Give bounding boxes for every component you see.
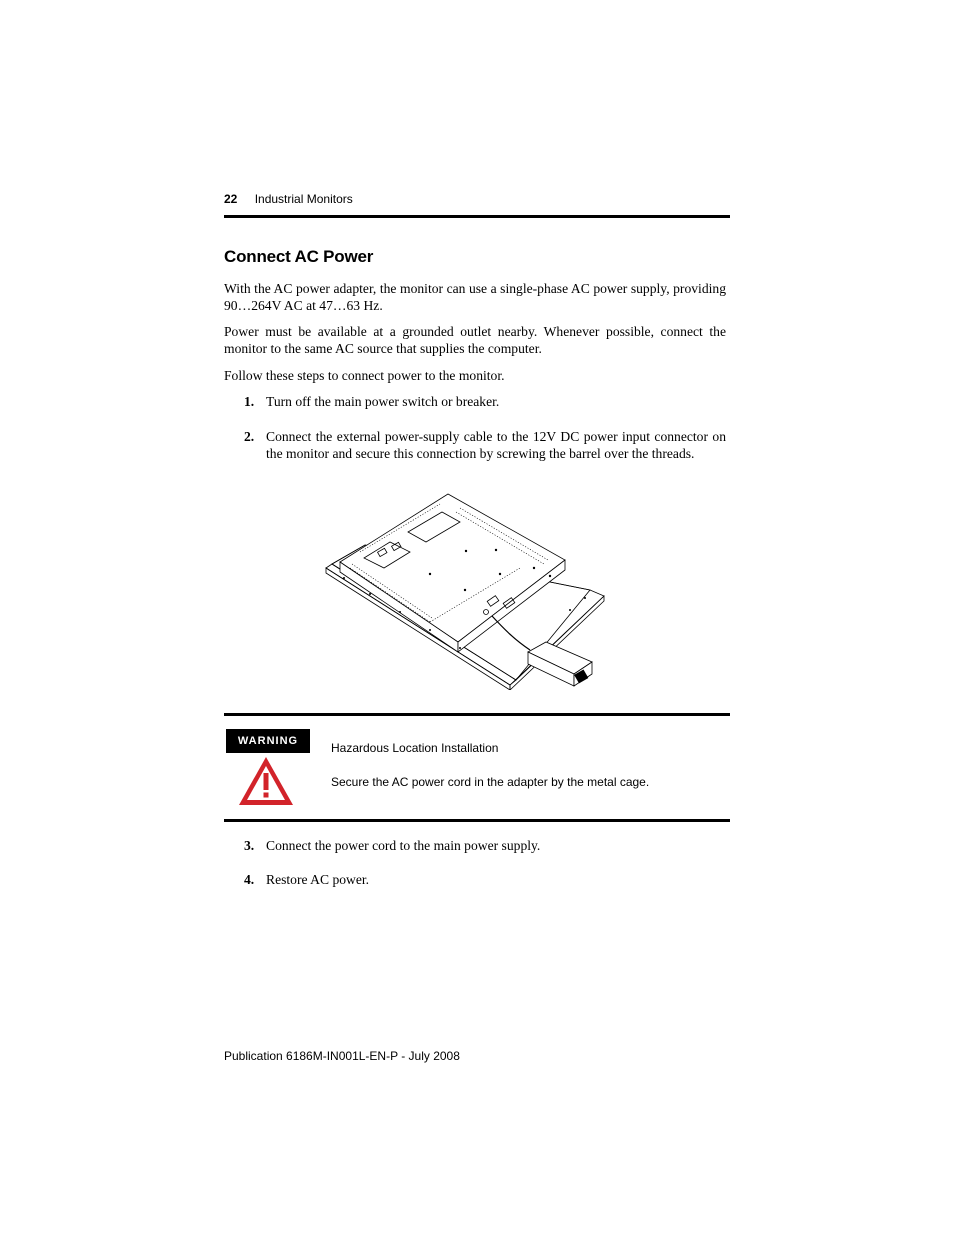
step-number: 1. — [244, 394, 255, 409]
warning-text: Secure the AC power cord in the adapter by the metal cage. — [331, 775, 650, 789]
monitor-power-adapter-illustration — [320, 490, 614, 690]
list-item-step-4 — [244, 871, 726, 888]
page-header — [224, 192, 353, 206]
paragraph-grounded-outlet: Power must be available at a grounded outlet nearby. Whenever possible, connect the monitor to the same AC source that supplies the computer. — [224, 324, 726, 356]
step-text: Connect the external power-supply cable to the 12V DC power input connector on the monitor and secure this connection by screwing the barrel over the threads. — [266, 429, 726, 461]
section-title: Connect AC Power — [224, 247, 374, 266]
warning-label: WARNING — [226, 729, 310, 753]
list-item-step-2 — [244, 428, 726, 462]
list-item-step-3 — [244, 837, 726, 854]
warning-title: Hazardous Location Installation — [331, 741, 499, 755]
step-number: 4. — [244, 872, 255, 887]
warning-bottom-rule — [224, 819, 730, 822]
publication-footer: Publication 6186M-IN001L-EN-P - July 2008 — [224, 1049, 460, 1063]
running-title: Industrial Monitors — [254, 192, 353, 206]
step-number: 3. — [244, 838, 255, 853]
list-item-step-1 — [244, 393, 726, 410]
warning-top-rule — [224, 713, 730, 716]
step-text: Turn off the main power switch or breaker. — [266, 394, 500, 409]
step-number: 2. — [244, 429, 255, 444]
step-text: Restore AC power. — [266, 872, 370, 887]
page-number: 22 — [224, 192, 238, 206]
paragraph-power-spec: With the AC power adapter, the monitor can use a single-phase AC power supply, providing 90…264V AC at 47…63 Hz. — [224, 281, 726, 313]
header-rule — [224, 215, 730, 218]
warning-triangle-icon — [237, 755, 295, 807]
paragraph-follow-steps: Follow these steps to connect power to the monitor. — [224, 368, 505, 383]
step-text: Connect the power cord to the main power supply. — [266, 838, 541, 853]
